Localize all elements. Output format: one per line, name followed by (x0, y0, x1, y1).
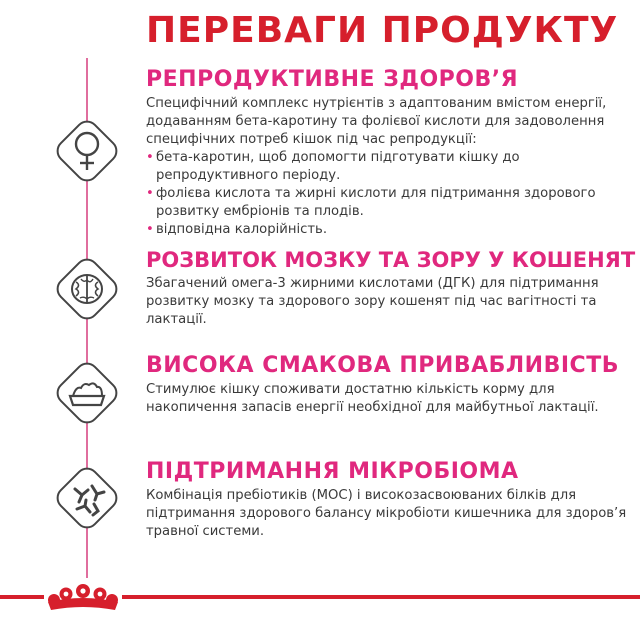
royal-canin-crown-logo (44, 578, 122, 612)
feature-heading: РОЗВИТОК МОЗКУ ТА ЗОРУ У КОШЕНЯТ (146, 248, 636, 272)
feature-bullet: • відповідна калорійність. (146, 221, 628, 239)
feature-body: Стимулює кішку споживати достатню кількість корму для накопичення запасів енергії необхідної для майбутньої лактації. (146, 382, 599, 415)
feature-heading: ПІДТРИМАННЯ МІКРОБІОМА (146, 459, 519, 484)
feature-reproductive-health (146, 66, 628, 239)
food-bowl-icon (46, 352, 128, 434)
feature-body: Специфічний комплекс нутрієнтів з адаптованим вмістом енергії, додаванням бета-каротину та фолієвої кислоти для задоволення специфічних потреб кішок під час репродукції: (146, 96, 607, 147)
feature-bullet: • бета-каротин, щоб допомогти підготувати кішку до репродуктивного періоду. (146, 149, 628, 185)
female-symbol-icon (46, 110, 128, 192)
feature-brain-vision (146, 246, 636, 329)
feature-body: Збагачений омега-3 жирними кислотами (ДГК) для підтримання розвитку мозку та здорового зору кошенят під час вагітності та лактації. (146, 276, 599, 327)
page-title: ПЕРЕВАГИ ПРОДУКТУ (146, 10, 619, 51)
feature-palatability (146, 352, 628, 417)
microbiome-icon (46, 457, 128, 539)
brain-icon (46, 248, 128, 330)
feature-microbiome (146, 458, 628, 541)
feature-bullet: • фолієва кислота та жирні кислоти для підтримання здорового розвитку ембріонів та плодів. (146, 185, 628, 221)
feature-heading: ВИСОКА СМАКОВА ПРИВАБЛИВІСТЬ (146, 353, 619, 378)
feature-heading: РЕПРОДУКТИВНЕ ЗДОРОВ’Я (146, 67, 519, 92)
feature-body: Комбінація пребіотиків (МОС) і високозасвоюваних білків для підтримання здорового балансу мікробіоти кишечника для здоров’я травної системи. (146, 488, 627, 539)
